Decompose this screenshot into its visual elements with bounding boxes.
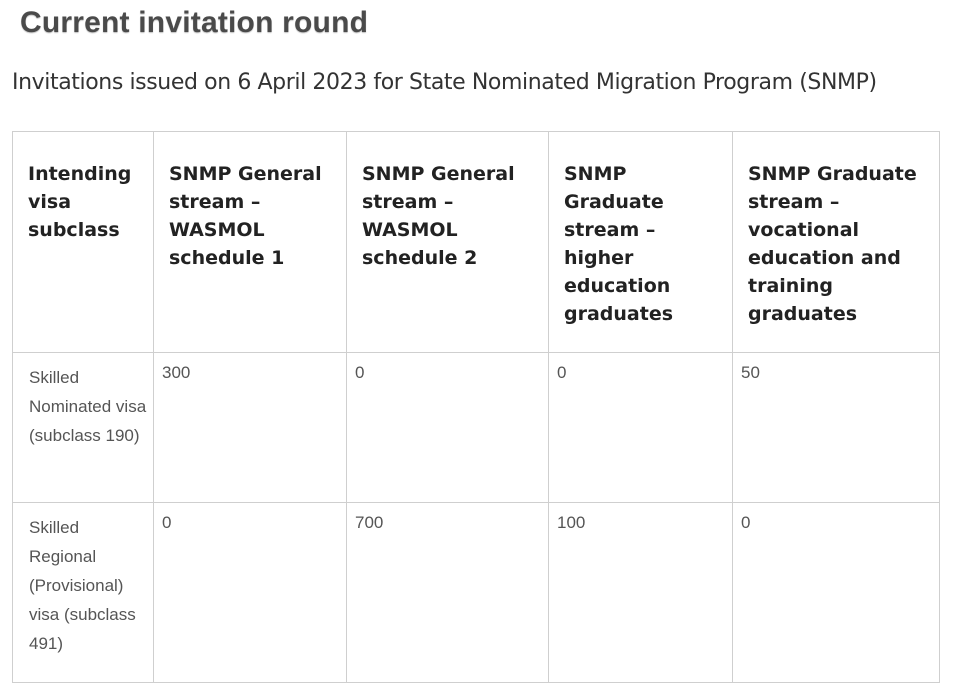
table-cell: 0 [154,503,347,683]
header-general-schedule-1: SNMP General stream – WASMOL schedule 1 [154,132,347,353]
page-title: Current invitation round [20,6,369,39]
header-graduate-vocational: SNMP Graduate stream – vocational education and training graduates [733,132,940,353]
invitation-table [12,131,940,683]
table-header-row [13,132,940,353]
row-label-subclass-491: Skilled Regional (Provisional) visa (subclass 491) [13,503,154,683]
table-cell: 0 [549,353,733,503]
table-row [13,353,940,503]
table-cell: 0 [347,353,549,503]
table-cell: 0 [733,503,940,683]
table-cell: 50 [733,353,940,503]
table-row [13,503,940,683]
table-cell: 100 [549,503,733,683]
page-subtitle: Invitations issued on 6 April 2023 for State Nominated Migration Program (SNMP) [12,70,877,95]
row-label-subclass-190: Skilled Nominated visa (subclass 190) [13,353,154,503]
table-cell: 300 [154,353,347,503]
header-general-schedule-2: SNMP General stream –WASMOL schedule 2 [347,132,549,353]
header-graduate-higher-education: SNMP Graduate stream – higher education graduates [549,132,733,353]
table-cell: 700 [347,503,549,683]
header-visa-subclass: Intending visa subclass [13,132,154,353]
